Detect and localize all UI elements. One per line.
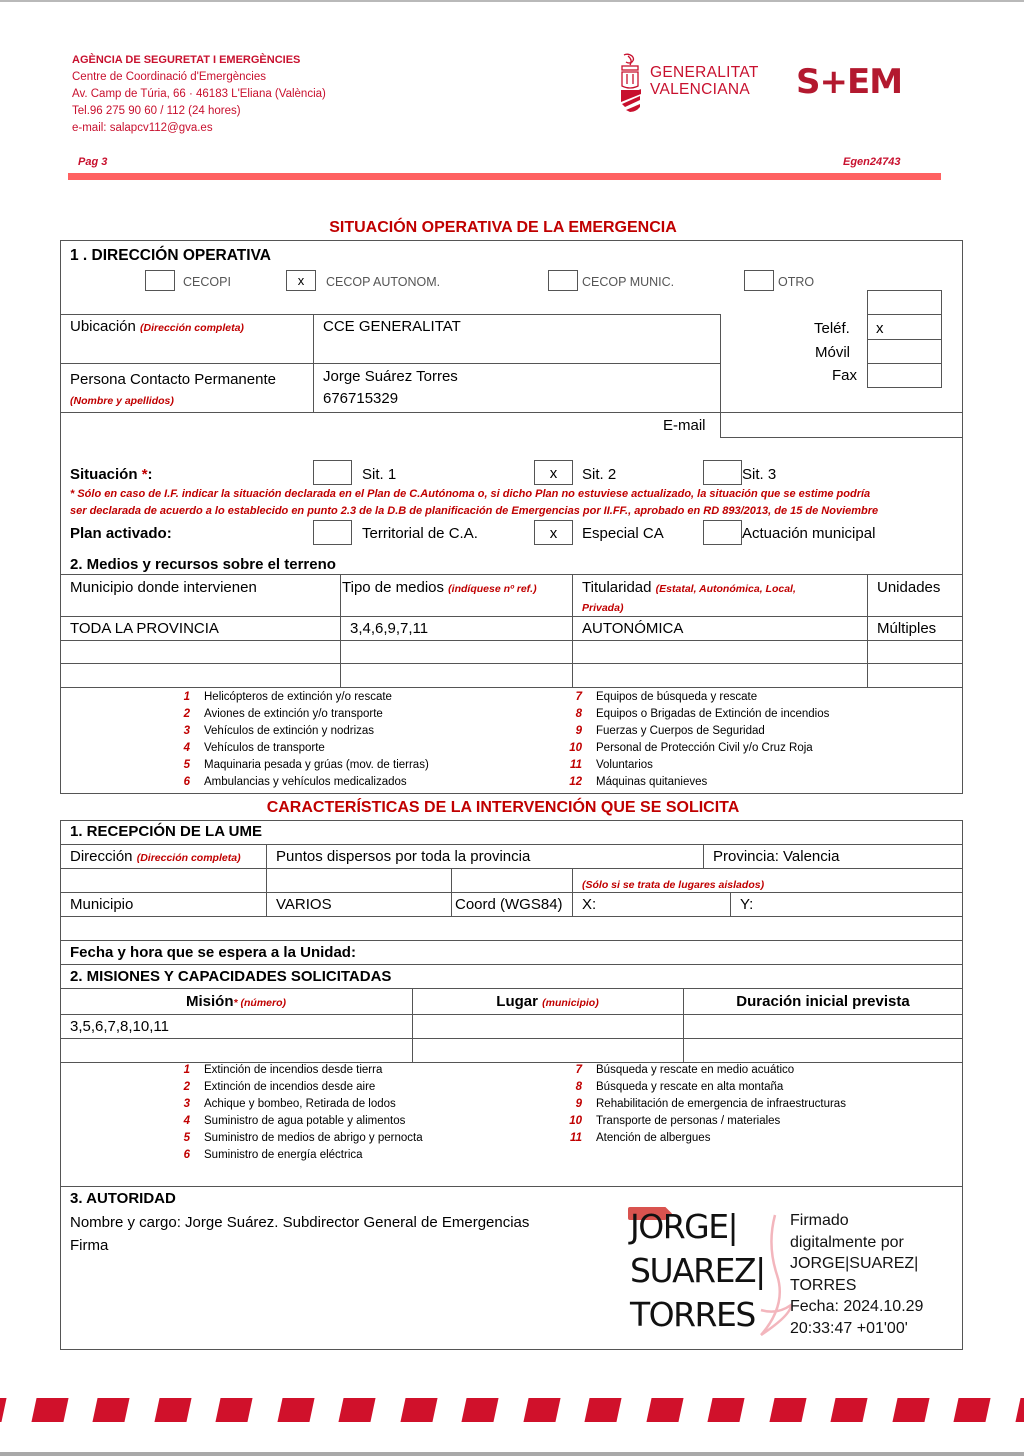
option-label-territorial-ca: Territorial de C.A. — [362, 525, 478, 542]
grid-line — [60, 916, 963, 917]
legend-item — [562, 1130, 846, 1147]
option-label-cecop-autonom: CECOP AUTONOM. — [326, 275, 441, 289]
legend-num: 9 — [575, 1098, 582, 1110]
legend-num: 6 — [183, 1149, 190, 1161]
legend-num: 7 — [575, 1064, 582, 1076]
org-line: Centre de Coordinació d'Emergències — [72, 71, 266, 83]
plan-activado-label: Plan activado: — [70, 525, 172, 542]
footer-dash — [707, 1398, 744, 1422]
direccion-label — [70, 848, 241, 867]
hint-text: (municipio) — [542, 997, 599, 1009]
option-label-sit-2: Sit. 2 — [582, 466, 617, 483]
autoridad-heading: 3. AUTORIDAD — [70, 1190, 176, 1207]
column-header-titularidad — [582, 579, 796, 598]
footer-dash — [646, 1398, 683, 1422]
signature-info-line: digitalmente por — [790, 1233, 904, 1251]
footer-dash — [277, 1398, 314, 1422]
legend-item — [562, 1096, 846, 1113]
generalitat-logo-text — [650, 64, 759, 98]
option-label-especial-ca: Especial CA — [582, 525, 664, 542]
footer-dash — [892, 1398, 929, 1422]
legend-item — [562, 774, 829, 791]
legend-item — [170, 1079, 423, 1096]
legend-item — [562, 1062, 846, 1079]
legend-num: 1 — [183, 691, 190, 703]
hint-text: (indíquese nº ref.) — [448, 583, 537, 595]
grid-line — [60, 314, 721, 315]
legend-item — [562, 723, 829, 740]
legend-num: 1 — [183, 1064, 190, 1076]
legend-num: 2 — [183, 1081, 190, 1093]
grid-line — [867, 363, 942, 364]
grid-line — [266, 844, 267, 916]
grid-line — [867, 314, 942, 315]
option-label-cecop-munic: CECOP MUNIC. — [582, 275, 675, 289]
checkbox-especial-ca[interactable]: x — [534, 520, 573, 545]
footer-dash — [215, 1398, 252, 1422]
logo-text-line: GENERALITAT — [650, 64, 759, 81]
fax-field[interactable] — [876, 367, 936, 385]
generalitat-coat-of-arms-icon — [618, 52, 644, 114]
section-title-situacion: SITUACIÓN OPERATIVA DE LA EMERGENCIA — [329, 219, 677, 236]
footer-dashed-stripe — [0, 1398, 1024, 1425]
footer-dash — [0, 1398, 7, 1422]
provincia-value[interactable]: Provincia: Valencia — [713, 848, 840, 865]
contacto-name-value[interactable]: Jorge Suárez Torres — [323, 368, 458, 385]
email-label: E-mail — [663, 417, 706, 434]
legend-item — [170, 1130, 423, 1147]
legend-item — [562, 1113, 846, 1130]
legend-text: Maquinaria pesada y grúas (mov. de tierras) — [204, 759, 429, 771]
grid-line — [60, 1014, 963, 1015]
checkbox-territorial-ca[interactable] — [313, 520, 352, 545]
footer-dash — [31, 1398, 68, 1422]
legend-text: Achique y bombeo, Retirada de lodos — [204, 1098, 396, 1110]
telef-label: Teléf. — [814, 320, 850, 337]
header-divider-bar — [68, 173, 941, 180]
grid-line — [60, 892, 963, 893]
grid-line — [730, 892, 731, 916]
column-header-lugar — [412, 993, 683, 1012]
signature-line: TORRES — [630, 1295, 755, 1334]
legend-item — [562, 689, 829, 706]
medios-cell-tipo[interactable]: 3,4,6,9,7,11 — [350, 620, 429, 637]
footer-dash — [338, 1398, 375, 1422]
footer-dash — [584, 1398, 621, 1422]
grid-line — [60, 412, 963, 413]
checkbox-actuacion-municipal[interactable] — [703, 520, 742, 545]
ubicacion-label — [70, 318, 244, 337]
legend-item — [170, 1147, 423, 1164]
grid-line — [60, 640, 963, 641]
legend-text: Rehabilitación de emergencia de infraestructuras — [596, 1098, 846, 1110]
option-label-cecopi: CECOPI — [183, 275, 231, 289]
contacto-label: Persona Contacto Permanente — [70, 371, 276, 388]
section-title-intervencion: CARACTERÍSTICAS DE LA INTERVENCIÓN QUE SE SOLICITA — [266, 799, 740, 816]
legend-text: Extinción de incendios desde aire — [204, 1081, 376, 1093]
document-code: Egen24743 — [843, 156, 901, 168]
legend-item — [170, 1062, 423, 1079]
heading-text: 2. Medios y recursos sobre el terreno — [70, 556, 336, 573]
legend-item — [170, 1096, 423, 1113]
grid-line — [60, 988, 963, 989]
signature-info-line: TORRES — [790, 1276, 857, 1294]
logo-text-line: VALENCIANA — [650, 81, 751, 98]
legend-num: 8 — [575, 1081, 582, 1093]
legend-num: 2 — [183, 708, 190, 720]
legend-item — [562, 1079, 846, 1096]
org-line: Tel.96 275 90 60 / 112 (24 hores) — [72, 105, 241, 117]
legend-item — [170, 740, 429, 757]
legend-item — [170, 706, 429, 723]
legend-text: Helicópteros de extinción y/o rescate — [204, 691, 392, 703]
legend-text: Suministro de energía eléctrica — [204, 1149, 363, 1161]
fecha-hora-label: Fecha y hora que se espera a la Unidad: — [70, 944, 356, 961]
medios-cell-unidades[interactable]: Múltiples — [877, 620, 937, 637]
checkbox-sit-2[interactable]: x — [534, 460, 573, 485]
grid-line — [60, 574, 963, 575]
legend-num: 10 — [569, 742, 582, 754]
legend-item — [562, 706, 829, 723]
medios-legend-left — [170, 689, 429, 791]
grid-line — [451, 868, 452, 916]
email-field[interactable] — [726, 417, 956, 435]
movil-field[interactable] — [876, 344, 936, 362]
footer-dash — [769, 1398, 806, 1422]
legend-text: Ambulancias y vehículos medicalizados — [204, 776, 407, 788]
legend-text: Suministro de agua potable y alimentos — [204, 1115, 406, 1127]
grid-line — [60, 964, 963, 965]
required-asterisk: * — [141, 466, 148, 483]
municipio-value[interactable]: VARIOS — [276, 896, 332, 913]
label-text: Lugar — [496, 993, 538, 1010]
coord-x-label[interactable]: X: — [582, 896, 597, 913]
legend-text: Extinción de incendios desde tierra — [204, 1064, 383, 1076]
checkbox-otro[interactable] — [744, 270, 774, 291]
option-label-sit-1: Sit. 1 — [362, 466, 397, 483]
grid-line — [867, 339, 942, 340]
column-header-municipio: Municipio donde intervienen — [70, 579, 257, 596]
legend-num: 4 — [183, 742, 190, 754]
window-bottom-border — [0, 1452, 1024, 1456]
hint-text: (Dirección completa) — [136, 852, 241, 864]
legend-text: Equipos o Brigadas de Extinción de incendios — [596, 708, 830, 720]
signature-date: Fecha: 2024.10.29 — [790, 1298, 924, 1315]
movil-label: Móvil — [815, 344, 851, 361]
label-text: Misión — [186, 993, 234, 1010]
label-text: Ubicación — [70, 318, 136, 335]
legend-text: Máquinas quitanieves — [596, 776, 708, 788]
misiones-heading: 2. MISIONES Y CAPACIDADES SOLICITADAS — [70, 968, 392, 985]
misiones-legend-right — [562, 1062, 846, 1147]
column-header-tipo-medios — [342, 579, 537, 598]
grid-line — [60, 940, 963, 941]
misiones-legend-left — [170, 1062, 423, 1164]
grid-line — [703, 844, 704, 868]
legend-num: 11 — [570, 759, 582, 771]
grid-line — [60, 363, 721, 364]
column-header-duracion: Duración inicial prevista — [736, 993, 910, 1010]
grid-line — [340, 574, 341, 687]
direccion-value[interactable]: Puntos dispersos por toda la provincia — [276, 848, 531, 865]
recepcion-heading: 1. RECEPCIÓN DE LA UME — [70, 823, 262, 840]
grid-line — [60, 687, 963, 688]
column-header-titularidad-hint: Privada) — [582, 602, 624, 614]
option-label-otro: OTRO — [778, 275, 815, 289]
org-email: e-mail: salapcv112@gva.es — [72, 122, 213, 134]
legend-item — [170, 757, 429, 774]
grid-line — [60, 1038, 963, 1039]
legend-text: Aviones de extinción y/o transporte — [204, 708, 383, 720]
column-header-mision — [60, 993, 412, 1012]
grid-line — [867, 574, 868, 687]
legend-text: Personal de Protección Civil y/o Cruz Roja — [596, 742, 813, 754]
situacion-note-line: ser declarada de acuerdo a lo establecido en punto 2.3 de la D.B de planificación de Emergencias por II.FF., aprobado en RD 893/2013, de 15 de Noviembre — [70, 505, 879, 517]
legend-num: 8 — [575, 708, 582, 720]
legend-num: 5 — [183, 759, 190, 771]
checkbox-cecop-munic[interactable] — [548, 270, 578, 291]
grid-line — [572, 574, 573, 687]
footer-dash — [461, 1398, 498, 1422]
legend-num: 7 — [575, 691, 582, 703]
label-text: Tipo de medios — [342, 579, 444, 596]
option-label-sit-3: Sit. 3 — [742, 466, 777, 483]
legend-num: 9 — [575, 725, 582, 737]
situacion-note-line: * Sólo en caso de I.F. indicar la situación declarada en el Plan de C.Autónoma o, si dicho Plan no estuviese actualizado, la situación que se estime podría — [70, 488, 871, 500]
fax-label: Fax — [832, 367, 858, 384]
legend-num: 6 — [183, 776, 190, 788]
municipio-label: Municipio — [70, 896, 134, 913]
aislados-hint: (Sólo si se trata de lugares aislados) — [582, 879, 765, 891]
medios-heading — [70, 556, 336, 574]
signature-line: JORGE| — [630, 1207, 738, 1246]
direccion-operativa-heading: 1 . DIRECCIÓN OPERATIVA — [70, 247, 271, 264]
grid-line — [720, 314, 721, 438]
grid-line — [60, 844, 963, 845]
grid-line — [60, 868, 963, 869]
legend-num: 11 — [570, 1132, 582, 1144]
signature-info-line: Firmado — [790, 1212, 849, 1229]
org-name: AGÈNCIA DE SEGURETAT I EMERGÈNCIES — [72, 54, 301, 66]
legend-text: Atención de albergues — [596, 1132, 711, 1144]
option-label-actuacion-municipal: Actuación municipal — [742, 525, 876, 542]
situacion-label — [70, 466, 153, 484]
footer-dash — [830, 1398, 867, 1422]
contacto-phone-value[interactable]: 676715329 — [323, 390, 399, 407]
signature-info-line: JORGE|SUAREZ| — [790, 1255, 919, 1272]
legend-item — [170, 723, 429, 740]
org-address-block — [72, 52, 326, 137]
footer-dash — [953, 1398, 990, 1422]
column-header-unidades: Unidades — [877, 579, 941, 596]
page-number: Pag 3 — [78, 156, 108, 168]
coord-label: Coord (WGS84) — [455, 896, 563, 913]
legend-item — [562, 740, 829, 757]
footer-dash — [92, 1398, 129, 1422]
grid-line — [313, 314, 314, 412]
legend-text: Búsqueda y rescate en alta montaña — [596, 1081, 784, 1093]
legend-num: 12 — [569, 776, 582, 788]
legend-item — [170, 1113, 423, 1130]
label-text: Situación — [70, 466, 142, 483]
footer-dash — [1015, 1398, 1024, 1422]
medios-cell-titularidad[interactable]: AUTONÓMICA — [582, 620, 684, 637]
grid-line — [60, 616, 963, 617]
legend-num: 10 — [569, 1115, 582, 1127]
legend-num: 3 — [183, 725, 190, 737]
nombre-cargo-value: Nombre y cargo: Jorge Suárez. Subdirector General de Emergencias — [70, 1214, 530, 1231]
sem-logo: S+EM — [796, 62, 903, 102]
medios-cell-municipio[interactable]: TODA LA PROVINCIA — [70, 620, 219, 637]
firma-label: Firma — [70, 1237, 109, 1254]
grid-line — [60, 663, 963, 664]
checkbox-cecopi[interactable] — [145, 270, 175, 291]
hint-text: (Estatal, Autonómica, Local, — [655, 583, 796, 595]
signature-name-large — [630, 1205, 765, 1337]
checkbox-sit-3[interactable] — [703, 460, 742, 485]
signature-details[interactable] — [790, 1210, 923, 1339]
grid-line — [720, 437, 963, 438]
legend-text: Voluntarios — [596, 759, 653, 771]
grid-line — [60, 1186, 963, 1187]
legend-text: Fuerzas y Cuerpos de Seguridad — [596, 725, 765, 737]
label-text: Dirección — [70, 848, 133, 865]
window-top-border — [0, 0, 1024, 2]
checkbox-cecop-autonom[interactable]: x — [286, 270, 316, 291]
grid-line — [572, 868, 573, 916]
footer-dash — [154, 1398, 191, 1422]
legend-num: 5 — [183, 1132, 190, 1144]
label-colon: : — [147, 466, 153, 483]
footer-dash — [523, 1398, 560, 1422]
signature-time: 20:33:47 +01'00' — [790, 1319, 908, 1337]
legend-text: Búsqueda y rescate en medio acuático — [596, 1064, 795, 1076]
hint-text: * (número) — [233, 997, 286, 1009]
mision-cell-numero[interactable]: 3,5,6,7,8,10,11 — [70, 1018, 169, 1035]
legend-text: Suministro de medios de abrigo y pernocta — [204, 1132, 423, 1144]
telef-field[interactable]: x — [876, 320, 884, 337]
checkbox-sit-1[interactable] — [313, 460, 352, 485]
hint-text: (Dirección completa) — [140, 322, 244, 334]
legend-item — [170, 689, 429, 706]
signature-line: SUAREZ| — [630, 1251, 765, 1290]
legend-text: Vehículos de transporte — [204, 742, 325, 754]
medios-legend-right — [562, 689, 829, 791]
legend-num: 3 — [183, 1098, 190, 1110]
org-line: Av. Camp de Túria, 66 · 46183 L'Eliana (València) — [72, 88, 326, 100]
label-text: Titularidad — [582, 579, 652, 596]
contacto-hint: (Nombre y apellidos) — [70, 395, 174, 407]
legend-text: Transporte de personas / materiales — [596, 1115, 781, 1127]
legend-num: 4 — [183, 1115, 190, 1127]
ubicacion-value[interactable]: CCE GENERALITAT — [323, 318, 461, 335]
legend-item — [170, 774, 429, 791]
legend-item — [562, 757, 829, 774]
footer-dash — [400, 1398, 437, 1422]
legend-text: Vehículos de extinción y nodrizas — [204, 725, 375, 737]
coord-y-label[interactable]: Y: — [740, 896, 754, 913]
legend-text: Equipos de búsqueda y rescate — [596, 691, 758, 703]
